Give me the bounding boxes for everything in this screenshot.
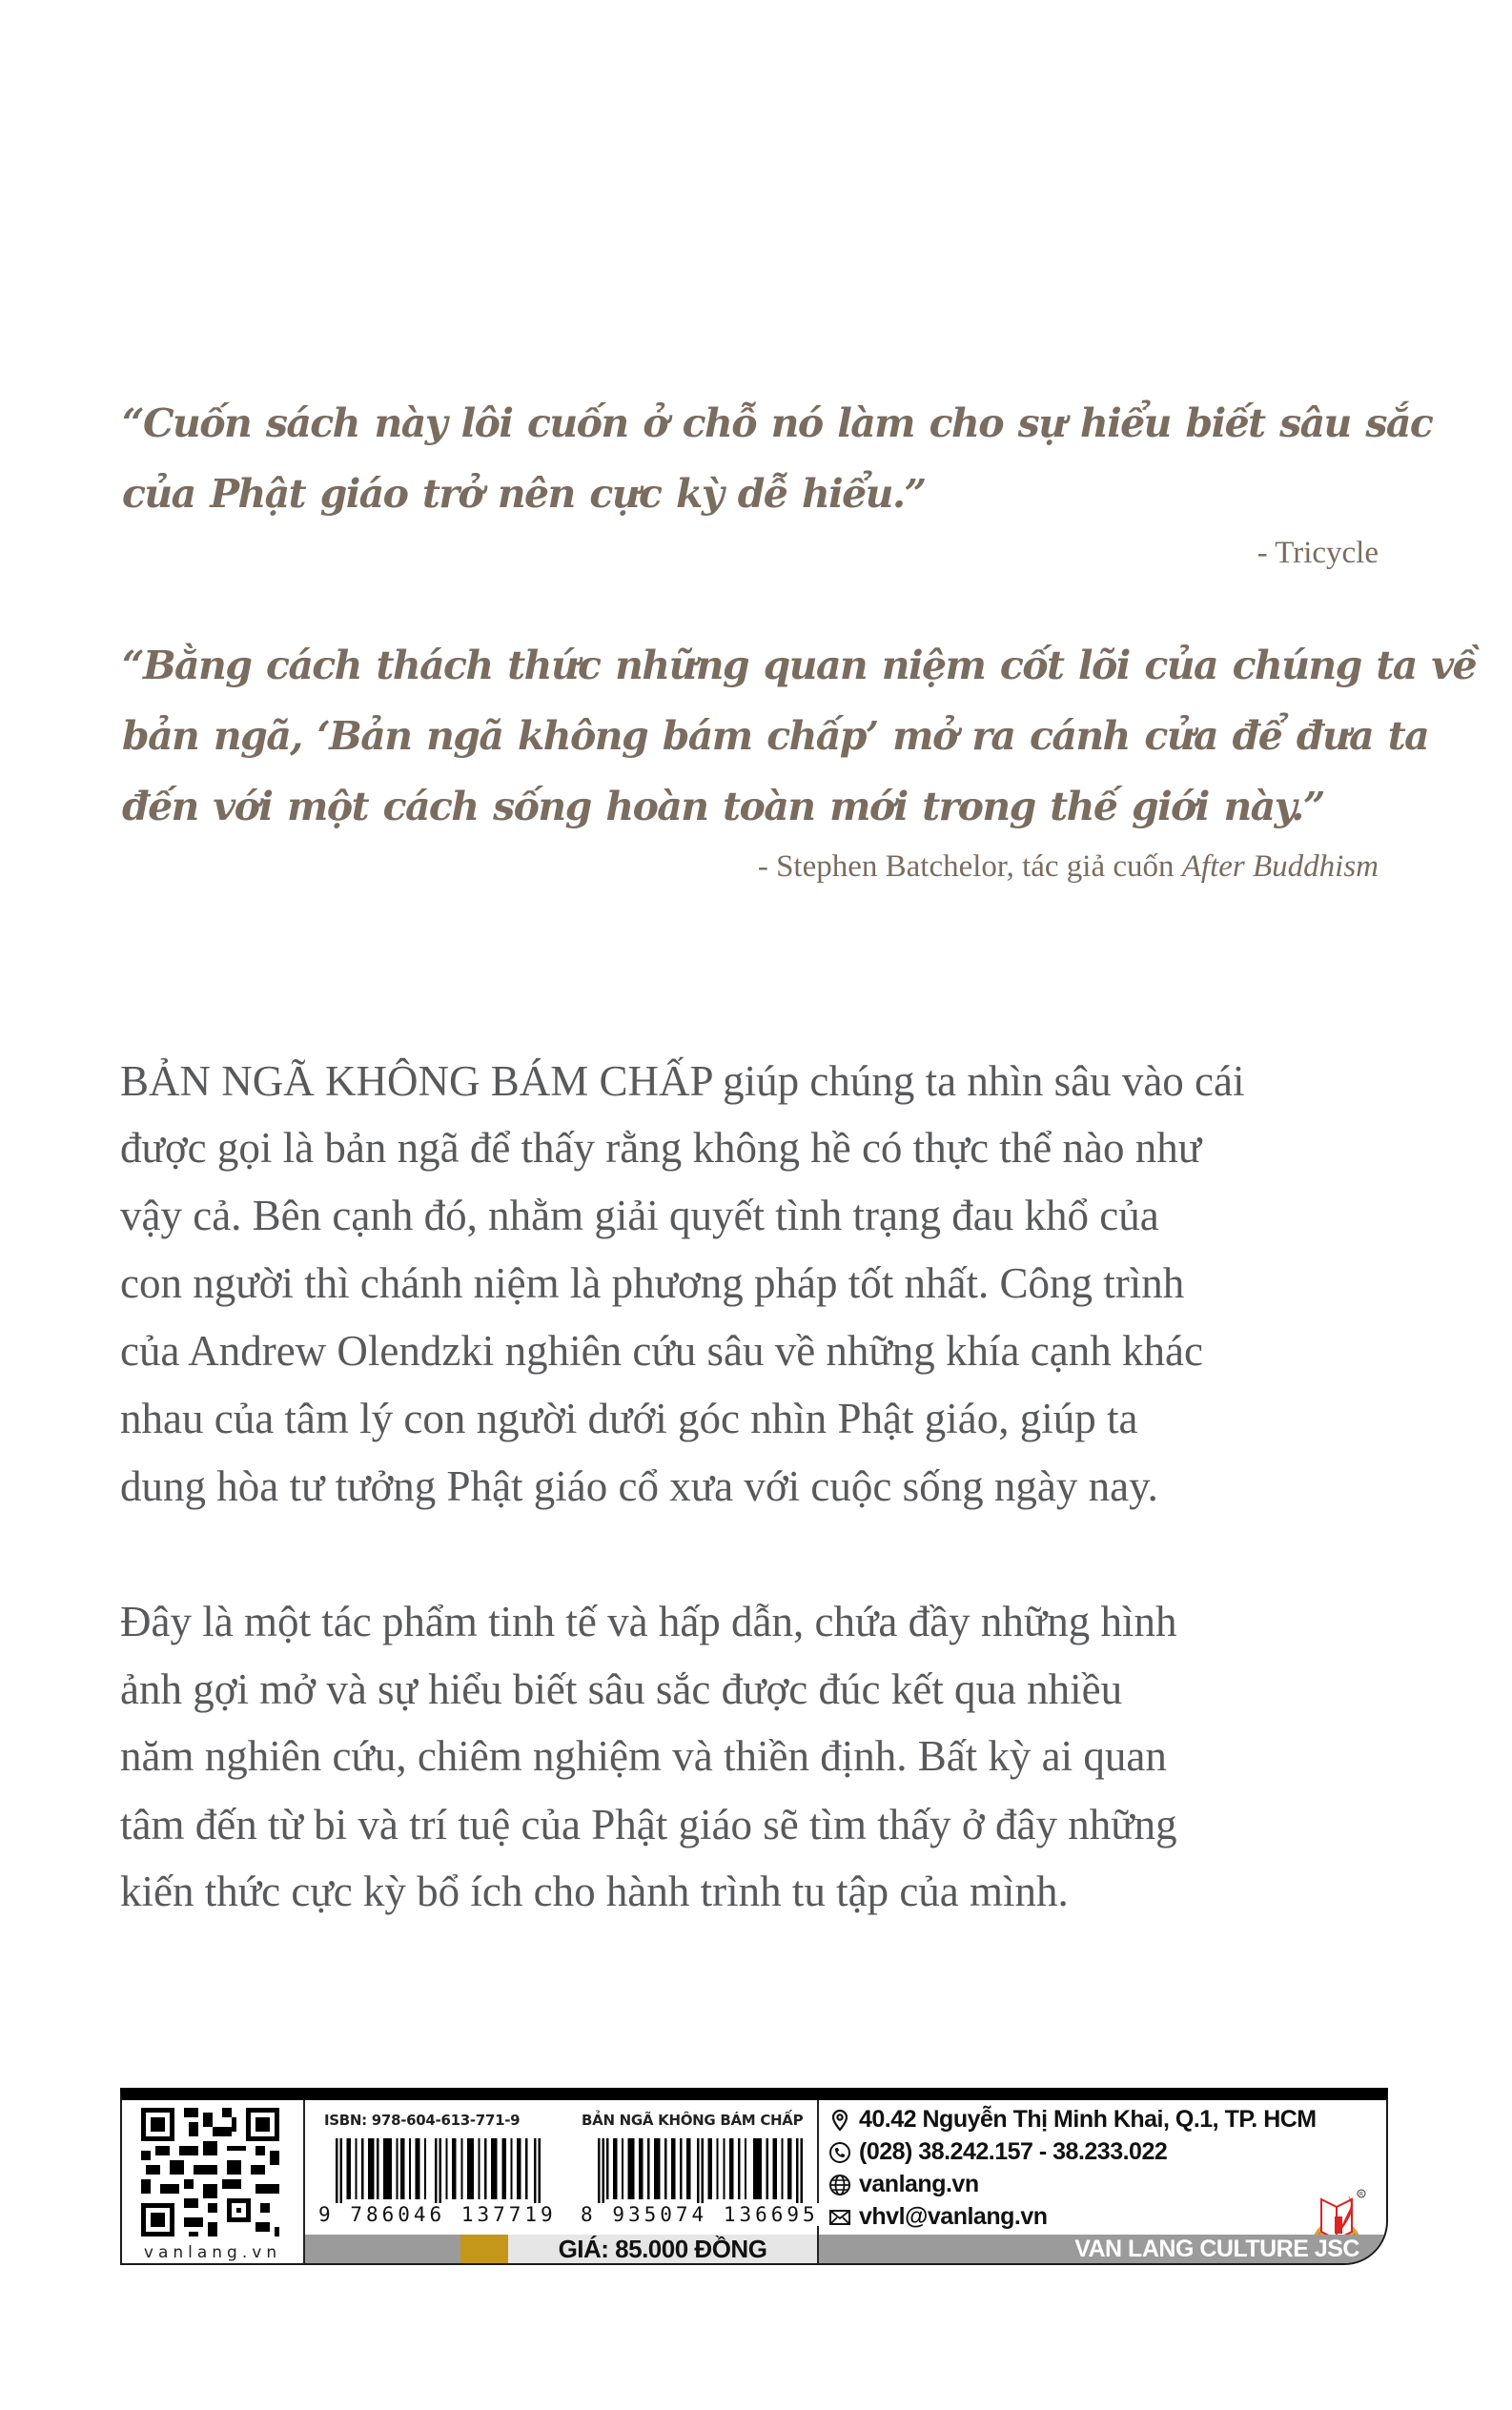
- envelope-icon: [828, 2206, 851, 2229]
- isbn-digit-groups: 786046 137719: [350, 2203, 557, 2226]
- paragraph-line: con người thì chánh niệm là phương pháp tốt nhất. Công trình: [120, 1259, 1185, 1307]
- isbn-digits: [317, 2203, 559, 2226]
- website-link[interactable]: vanlang.vn: [859, 2171, 979, 2197]
- gray-strip: [305, 2235, 460, 2263]
- paragraph-line: ảnh gợi mở và sự hiểu biết sâu sắc được đúc kết qua nhiều: [120, 1665, 1123, 1713]
- svg-text:R: R: [1359, 2191, 1364, 2198]
- paragraph-line: dung hòa tư tưởng Phật giáo cổ xưa với cuộc sống ngày nay.: [120, 1462, 1158, 1510]
- publisher-info-box: [120, 2088, 1388, 2265]
- paragraph-line: năm nghiên cứu, chiêm nghiệm và thiền định. Bất kỳ ai quan: [120, 1732, 1167, 1780]
- location-pin-icon: [828, 2109, 851, 2132]
- book-title-label: BẢN NGÃ KHÔNG BÁM CHẤP: [582, 2112, 804, 2129]
- quote-attribution: [758, 849, 1379, 885]
- phone-icon: [828, 2141, 851, 2164]
- paragraph-line: được gọi là bản ngã để thấy rằng không hề có thực thể nào như: [120, 1124, 1202, 1172]
- isbn-label: ISBN: 978-604-613-771-9: [324, 2112, 521, 2129]
- gold-strip: [460, 2235, 508, 2263]
- paragraph-line: vậy cả. Bên cạnh đó, nhằm giải quyết tình trạng đau khổ của: [120, 1192, 1159, 1239]
- paragraph-line: Đây là một tác phẩm tinh tế và hấp dẫn, chứa đầy những hình: [120, 1598, 1177, 1645]
- paragraph-line: tâm đến từ bi và trí tuệ của Phật giáo sẽ tìm thấy ở đây những: [120, 1801, 1177, 1848]
- qr-code-icon[interactable]: [141, 2108, 279, 2236]
- phone-row: [828, 2138, 1167, 2166]
- ean-barcode-icon: [598, 2138, 803, 2210]
- ean-digit-groups: 935074 136695: [612, 2203, 819, 2226]
- isbn-digit-lead: 9: [318, 2203, 335, 2226]
- quote-line: “Bằng cách thách thức những quan niệm cốt lõi của chúng ta về: [122, 643, 1477, 688]
- qr-section: [122, 2100, 305, 2263]
- qr-website-label: vanlang.vn: [143, 2243, 282, 2262]
- quote-line: của Phật giáo trở nên cực kỳ dễ hiểu.”: [122, 471, 926, 517]
- quote-line: đến với một cách sống hoàn toàn mới trong thế giới này.”: [122, 784, 1324, 829]
- paragraph-line: BẢN NGÃ KHÔNG BÁM CHẤP giúp chúng ta nhìn sâu vào cái: [120, 1057, 1245, 1105]
- company-name: VAN LANG CULTURE JSC: [819, 2235, 1386, 2263]
- ean-digit-lead: 8: [581, 2203, 597, 2226]
- globe-icon: [828, 2174, 851, 2196]
- attribution-book-title: After Buddhism: [1181, 849, 1379, 884]
- paragraph-line: kiến thức cực kỳ bổ ích cho hành trình tu tập của mình.: [120, 1868, 1069, 1915]
- quote-attribution: - Tricycle: [1257, 536, 1379, 570]
- ean-digits: [579, 2203, 821, 2226]
- website-row: [828, 2171, 979, 2198]
- phone-text: (028) 38.242.157 - 38.233.022: [859, 2138, 1168, 2165]
- quote-line: “Cuốn sách này lôi cuốn ở chỗ nó làm cho sự hiểu biết sâu sắc: [122, 400, 1433, 446]
- attribution-author: - Stephen Batchelor, tác giả cuốn: [757, 849, 1182, 884]
- address-row: [828, 2106, 1317, 2134]
- paragraph-line: của Andrew Olendzki nghiên cứu sâu về những khía cạnh khác: [120, 1327, 1203, 1375]
- address-text: 40.42 Nguyễn Thị Minh Khai, Q.1, TP. HCM: [859, 2106, 1317, 2133]
- contact-section: [819, 2100, 1386, 2263]
- email-link[interactable]: vhvl@vanlang.vn: [859, 2203, 1048, 2230]
- paragraph-line: nhau của tâm lý con người dưới góc nhìn Phật giáo, giúp ta: [120, 1395, 1138, 1442]
- isbn-barcode-icon: [336, 2138, 541, 2210]
- barcode-section: [305, 2100, 819, 2263]
- price-label: GIÁ: 85.000 ĐỒNG: [508, 2235, 817, 2263]
- email-row: [828, 2203, 1048, 2231]
- quote-line: bản ngã, ‘Bản ngã không bám chấp’ mở ra cánh cửa để đưa ta: [122, 713, 1429, 759]
